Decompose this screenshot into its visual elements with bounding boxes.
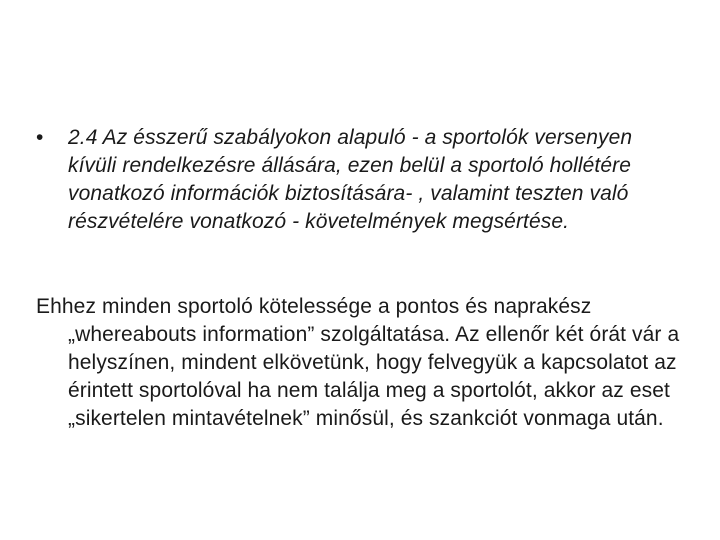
bullet-text: 2.4 Az ésszerű szabályokon alapuló - a sportolók versenyen kívüli rendelkezésre állására, ezen belül a sportoló hollétére vonatkozó információk biztosítására- , valamint teszten való részvételére vonatkozó - követelmények megsértése. [68,126,633,233]
bullet-item [36,124,686,236]
body-paragraph: Ehhez minden sportoló kötelessége a pontos és naprakész „whereabouts information” szolgáltatása. Az ellenőr két órát vár a helyszínen, mindent elkövetünk, hogy felvegyük a kapcsolatot az érintett sportolóval ha nem találja meg a sportolót, akkor az eset „sikertelen mintavételnek” minősül, és szankciót vonmaga után. [36,295,680,430]
bullet-marker: • [36,126,44,149]
